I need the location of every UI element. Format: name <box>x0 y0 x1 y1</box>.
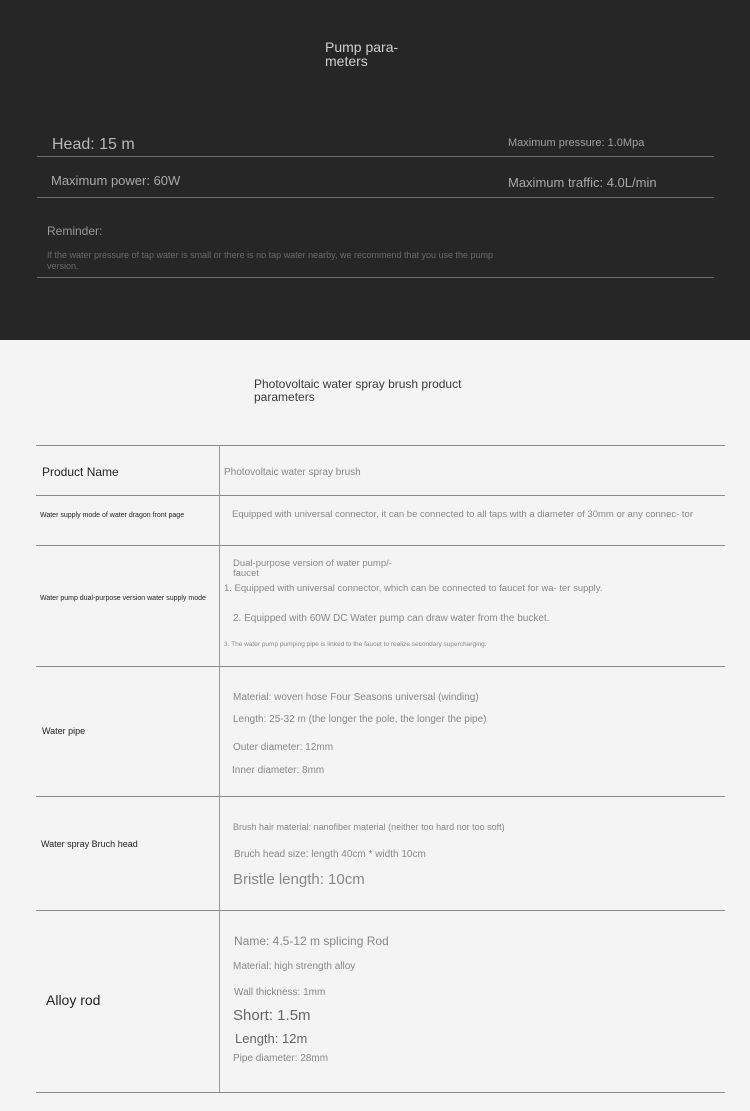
head-spec: Head: 15 m <box>52 136 135 153</box>
water-pipe-material: Material: woven hose Four Seasons universal (winding) <box>233 692 479 703</box>
max-power-spec: Maximum power: 60W <box>51 173 181 188</box>
row-label-alloy-rod: Alloy rod <box>46 992 101 1008</box>
row-divider <box>36 545 725 546</box>
row-label-water-pipe: Water pipe <box>42 726 86 736</box>
divider <box>37 277 714 278</box>
water-pipe-outer-diameter: Outer diameter: 12mm <box>233 742 334 753</box>
dual-purpose-value-3: 2. Equipped with 60W DC Water pump can draw water from the bucket. <box>233 613 550 624</box>
row-label-brush-head: Water spray Bruch head <box>41 839 138 849</box>
dual-purpose-value-2: 1. Equipped with universal connector, which can be connected to faucet for wa- ter supply. <box>224 583 603 594</box>
product-name-value: Photovoltaic water spray brush <box>224 467 361 478</box>
brush-hair-material: Brush hair material: nanofiber material (neither too hard nor too soft) <box>233 822 505 832</box>
water-pipe-length: Length: 25-32 m (the longer the pole, the longer the pipe) <box>233 714 487 725</box>
table-top-border <box>36 445 725 446</box>
alloy-rod-pipe-diameter: Pipe diameter: 28mm <box>233 1053 329 1064</box>
table-column-divider <box>219 445 220 1092</box>
row-divider <box>36 910 725 911</box>
row-divider <box>36 495 725 496</box>
bristle-length: Bristle length: 10cm <box>233 871 365 888</box>
water-supply-value: Equipped with universal connector, it can be connected to all taps with a diameter of 30mm or any connec- tor <box>232 509 694 520</box>
alloy-rod-length: Length: 12m <box>235 1031 308 1046</box>
pump-title: Pump para- meters <box>325 39 399 69</box>
max-traffic-spec: Maximum traffic: 4.0L/min <box>508 175 657 190</box>
row-label-dual-purpose: Water pump dual-purpose version water supply mode <box>40 595 206 602</box>
brush-head-size: Bruch head size: length 40cm * width 10cm <box>234 849 426 860</box>
alloy-rod-wall-thickness: Wall thickness: 1mm <box>234 987 326 998</box>
dual-purpose-value-1: Dual-purpose version of water pump/- faucet <box>233 558 392 579</box>
alloy-rod-short: Short: 1.5m <box>233 1007 311 1024</box>
alloy-rod-material: Material: high strength alloy <box>233 961 356 972</box>
divider <box>37 197 714 198</box>
row-label-water-supply-mode: Water supply mode of water dragon front page <box>40 512 185 519</box>
divider <box>37 156 714 157</box>
row-divider <box>36 666 725 667</box>
reminder-text: If the water pressure of tap water is small or there is no tap water nearby, we recommend that you use the pump version. <box>47 250 494 271</box>
reminder-title: Reminder: <box>47 224 103 238</box>
table-bottom-border <box>36 1092 725 1093</box>
alloy-rod-name: Name: 4.5-12 m splicing Rod <box>234 934 389 948</box>
row-label-product-name: Product Name <box>42 465 119 479</box>
max-pressure-spec: Maximum pressure: 1.0Mpa <box>508 137 645 149</box>
row-divider <box>36 796 725 797</box>
brush-title: Photovoltaic water spray brush product parameters <box>254 377 462 404</box>
water-pipe-inner-diameter: Inner diameter: 8mm <box>232 765 325 776</box>
pump-parameters-panel <box>0 0 750 340</box>
dual-purpose-value-4: 3. The water pump pumping pipe is linked to the faucet to realize secondary supercharging. <box>224 641 487 648</box>
